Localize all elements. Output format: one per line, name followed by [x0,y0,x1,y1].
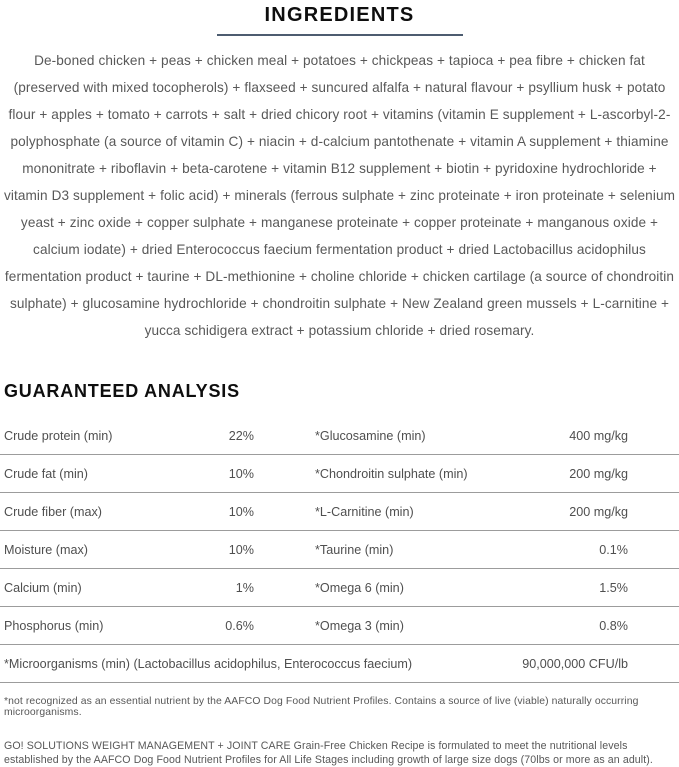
nutrient-label: *Chondroitin sulphate (min) [315,466,468,481]
nutrient-value: 400 mg/kg [569,428,628,443]
ingredients-title-underline [217,34,463,36]
table-row [0,493,679,531]
table-row [0,417,679,455]
nutrient-label: *Omega 3 (min) [315,618,404,633]
table-row [0,531,679,569]
nutrient-label: *L-Carnitine (min) [315,504,414,519]
nutrition-label-page [0,4,679,766]
ingredients-text: De-boned chicken + peas + chicken meal + potatoes + chickpeas + tapioca + pea fibre + chicken fat (preserved with mixed tocopherols) + flaxseed + suncured alfalfa + natural flavour + psyllium husk + potato flour + apples + tomato + carrots + salt + dried chicory root + vitamins (vitamin E supplement + L-ascorbyl-2-polyphosphate (a source of vitamin C) + niacin + d-calcium pantothenate + vitamin A supplement + thiamine mononitrate + riboflavin + beta-carotene + vitamin B12 supplement + biotin + pyridoxine hydrochloride + vitamin D3 supplement + folic acid) + minerals (ferrous sulphate + zinc proteinate + iron proteinate + selenium yeast + zinc oxide + copper sulphate + manganese proteinate + copper proteinate + manganous oxide + calcium iodate) + dried Enterococcus faecium fermentation product + dried Lactobacillus acidophilus fermentation product + taurine + DL-methionine + choline chloride + chicken cartilage (a source of chondroitin sulphate) + glucosamine hydrochloride + chondroitin sulphate + New Zealand green mussels + L-carnitine + yucca schidigera extract + potassium chloride + dried rosemary. [3,53,676,338]
nutrient-value: 200 mg/kg [569,504,628,519]
nutrient-value: 22% [228,428,254,443]
table-row [0,569,679,607]
table-row-microorganisms [0,645,679,683]
ingredients-title: INGREDIENTS [264,4,415,26]
nutrient-label: *Omega 6 (min) [315,580,404,595]
nutrient-value: 200 mg/kg [569,466,628,481]
table-row [0,607,679,645]
nutrient-value: 0.1% [599,542,628,557]
guaranteed-analysis-table [0,417,679,683]
nutrient-label: Crude fat (min) [4,466,88,481]
nutrient-label: *Glucosamine (min) [315,428,426,443]
aafco-footnote: *not recognized as an essential nutrient by the AAFCO Dog Food Nutrient Profiles. Contains a source of live (viable) naturally occurring microorganisms. [4,696,639,718]
nutrient-value: 1% [235,580,254,595]
table-row [0,455,679,493]
nutrient-value: 0.8% [599,618,628,633]
nutrient-label: Calcium (min) [4,580,82,595]
nutrient-label: Moisture (max) [4,542,88,557]
nutrient-value: 90,000,000 CFU/lb [522,656,628,671]
nutrient-value: 0.6% [225,618,254,633]
nutrient-label: Phosphorus (min) [4,618,104,633]
nutrient-label: *Microorganisms (min) (Lactobacillus acidophilus, Enterococcus faecium) [4,656,413,671]
nutrient-label: Crude protein (min) [4,428,113,443]
nutrient-value: 10% [228,466,254,481]
guaranteed-analysis-title: GUARANTEED ANALYSIS [4,381,240,401]
formulation-statement: GO! SOLUTIONS WEIGHT MANAGEMENT + JOINT CARE Grain-Free Chicken Recipe is formulated to meet the nutritional levels established by the AAFCO Dog Food Nutrient Profiles for All Life Stages including growth of large size dogs (70lbs or more as an adult). [4,740,653,766]
nutrient-value: 10% [228,504,254,519]
nutrient-label: *Taurine (min) [315,542,394,557]
nutrient-value: 1.5% [599,580,628,595]
nutrient-label: Crude fiber (max) [4,504,102,519]
nutrient-value: 10% [228,542,254,557]
